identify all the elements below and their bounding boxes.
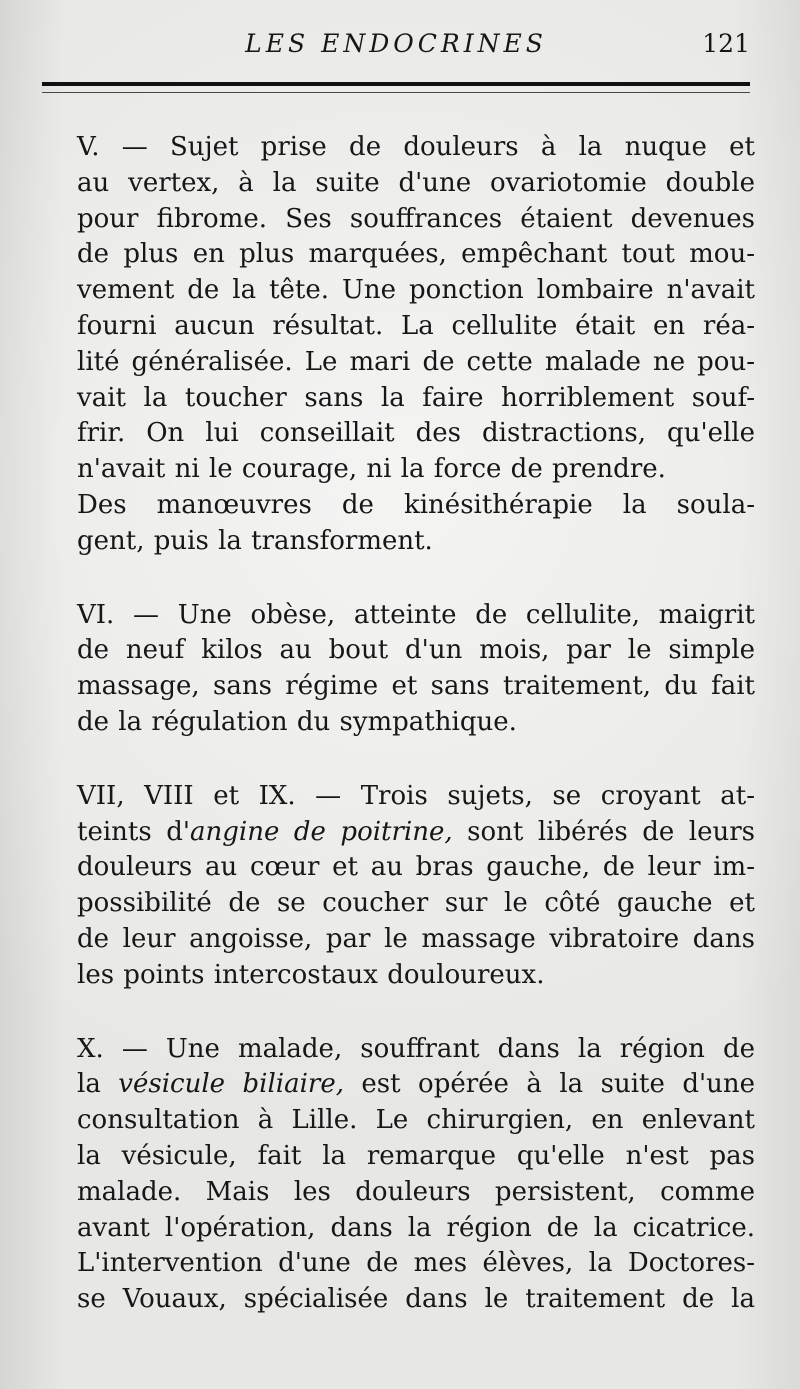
text-line: L'intervention d'une de mes élèves, la Doctores- xyxy=(77,1248,755,1279)
text-line: douleurs au cœur et au bras gauche, de leur im- xyxy=(77,852,755,883)
text-line: de neuf kilos au bout d'un mois, par le simple xyxy=(77,635,755,666)
text-line: frir. On lui conseillait des distractions, qu'elle xyxy=(77,418,755,449)
header-rule-thin xyxy=(42,92,750,93)
text-line: la vésicule, fait la remarque qu'elle n'est pas xyxy=(77,1140,755,1171)
text-segment: sont libérés de leurs xyxy=(452,816,755,847)
text-line: avant l'opération, dans la région de la cicatrice. xyxy=(77,1212,755,1243)
text-line: X. — Une malade, souffrant dans la région de xyxy=(77,1033,755,1064)
header-rule-thick xyxy=(42,82,750,86)
text-line: gent, puis la transforment. xyxy=(77,525,433,556)
case-five-continuation xyxy=(45,488,755,560)
text-line: pour fibrome. Ses souffrances étaient devenues xyxy=(77,203,755,234)
italic-term: angine de poitrine, xyxy=(190,816,453,847)
text-line: de leur angoisse, par le massage vibratoire dans xyxy=(77,923,755,954)
text-line: V. — Sujet prise de douleurs à la nuque et xyxy=(77,132,755,162)
text-line: Des manœuvres de kinésithérapie la soula- xyxy=(77,489,755,520)
page-header xyxy=(42,28,750,68)
text-line: VI. — Une obèse, atteinte de cellulite, maigrit xyxy=(77,599,755,630)
text-line: de plus en plus marquées, empêchant tout mou- xyxy=(77,239,755,270)
text-segment: la xyxy=(77,1069,119,1100)
text-line: VII, VIII et IX. — Trois sujets, se croyant at- xyxy=(77,780,755,811)
case-five-paragraph xyxy=(45,130,755,488)
text-line: de la régulation du sympathique. xyxy=(77,706,517,737)
text-line: vement de la tête. Une ponction lombaire n'avait xyxy=(77,275,755,306)
running-title: LES ENDOCRINES xyxy=(245,29,547,58)
text-line: malade. Mais les douleurs persistent, comme xyxy=(77,1176,755,1207)
text-line: lité généralisée. Le mari de cette malade ne pou- xyxy=(77,346,755,377)
text-line: fourni aucun résultat. La cellulite était en réa- xyxy=(77,310,755,341)
page-number: 121 xyxy=(702,29,750,58)
text-line-with-emphasis xyxy=(45,815,755,851)
text-line: possibilité de se coucher sur le côté gauche et xyxy=(77,888,755,919)
cases-seven-to-nine xyxy=(45,779,755,994)
italic-term: vésicule biliaire, xyxy=(118,1069,344,1100)
text-segment: teints d' xyxy=(77,816,191,847)
page-body xyxy=(45,130,755,1318)
case-six xyxy=(45,598,755,741)
text-line: se Vouaux, spécialisée dans le traitement de la xyxy=(77,1284,755,1315)
text-segment: est opérée à la suite d'une xyxy=(343,1069,755,1100)
case-ten xyxy=(45,1032,755,1318)
text-line: n'avait ni le courage, ni la force de prendre. xyxy=(77,454,666,485)
case-six-paragraph xyxy=(45,598,755,741)
text-line: les points intercostaux douloureux. xyxy=(77,959,545,990)
text-line: au vertex, à la suite d'une ovariotomie double xyxy=(77,167,755,198)
cases-seven-to-nine-paragraph xyxy=(45,779,755,994)
text-line: massage, sans régime et sans traitement, du fait xyxy=(77,671,755,702)
text-line-with-emphasis xyxy=(45,1067,755,1103)
case-ten-paragraph xyxy=(45,1032,755,1318)
case-five xyxy=(45,130,755,560)
text-line: consultation à Lille. Le chirurgien, en enlevant xyxy=(77,1105,755,1136)
text-line: vait la toucher sans la faire horriblement souf- xyxy=(77,382,755,413)
